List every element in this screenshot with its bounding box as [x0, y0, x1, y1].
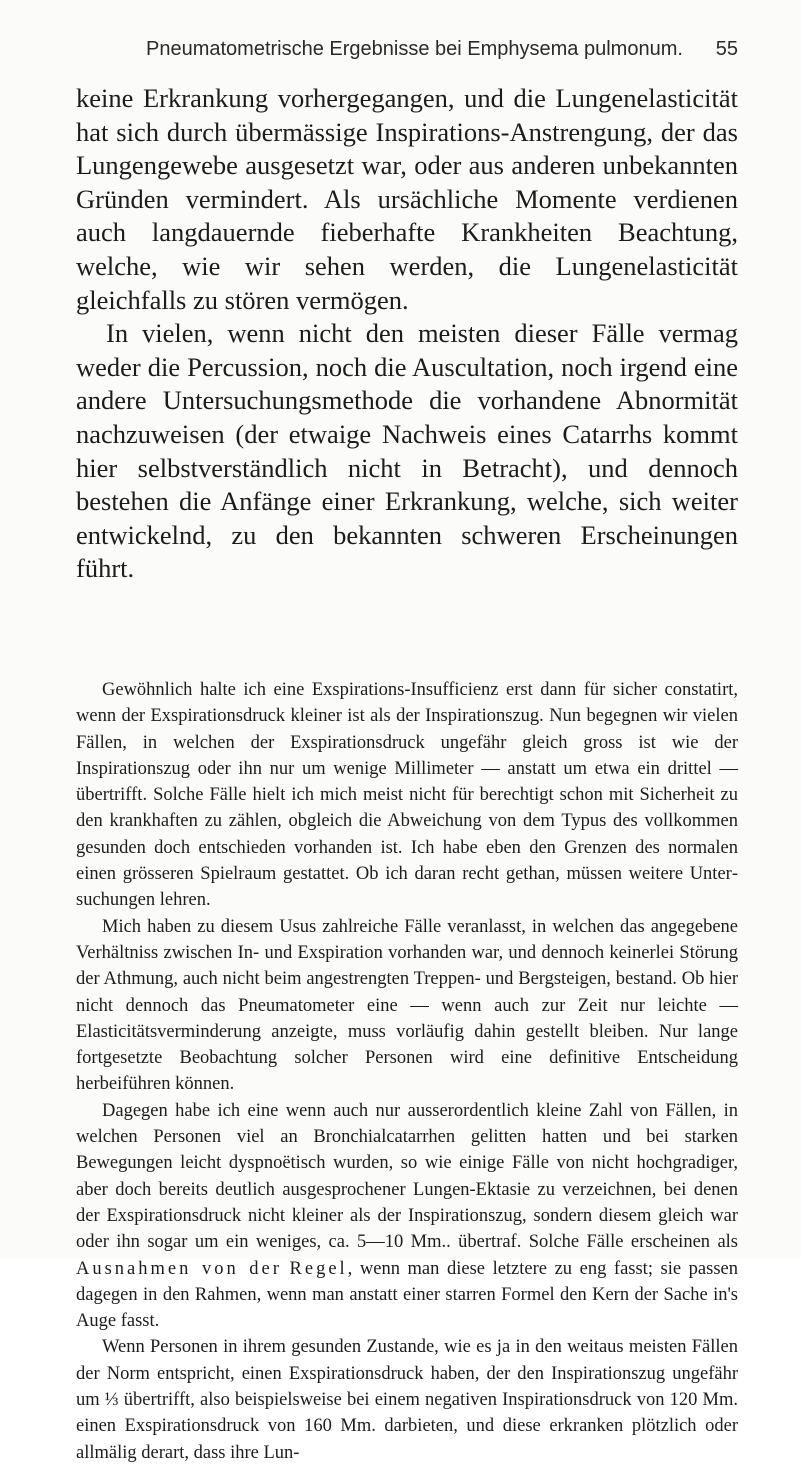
note-paragraph-1: Gewöhnlich halte ich eine Exspirations-Insufficienz erst dann für sicher constatirt, wenn der Exspirationsdruck kleiner ist als der Inspirationszug. Nun begegnen wir vielen Fällen, in welchen der Exspirationsdruck ungefähr gleich gross ist wie der Inspirationszug oder ihn nur um wenige Millimeter — anstatt um etwa ein drittel — übertrifft. Solche Fälle hielt ich mich meist nicht für berechtigt schon mit Sicherheit zu den krankhaften zu zählen, obgleich die Abweichung von dem Typus des vollkommen gesunden doch entschieden vorhanden ist. Ich habe eben den Grenzen des normalen einen grösseren Spielraum gestattet. Ob ich daran recht gethan, müssen weitere Untersuchungen lehren.: [76, 680, 738, 911]
running-header: [76, 38, 738, 61]
note-paragraph-3: [76, 1098, 738, 1335]
note-text: [76, 677, 738, 1466]
main-text: [76, 82, 738, 586]
spaced-emphasis-regel: Regel: [289, 1258, 348, 1279]
note-paragraph-2: Mich haben zu diesem Usus zahlreiche Fälle veranlasst, in welchen das angegebene Verhältniss zwischen In- und Exspiration vorhanden war, und dennoch keinerlei Störung der Athmung, auch nicht beim angestrengten Treppen- und Bergsteigen, bestand. Ob hier nicht dennoch das Pneumatometer eine — wenn auch zur Zeit nur leichte — Elasticitätsverminderung anzeigte, muss vorläufig dahin gestellt bleiben. Nur lange fortgesetzte Beobachtung solcher Personen wird eine definitive Entscheidung herbeiführen können.: [76, 916, 738, 1095]
page-number: 55: [715, 38, 738, 60]
running-title: Pneumatometrische Ergebnisse bei Emphysema pulmonum.: [146, 38, 683, 60]
paragraph-1: keine Erkrankung vorhergegangen, und die Lungenelasticität hat sich durch übermässige Inspirations-Anstrengung, der das Lungengewebe ausgesetzt war, oder aus anderen unbekannten Gründen vermindert. Als ursächliche Momente verdienen auch langdauernde fieberhafte Krankheiten Beachtung, welche, wie wir sehen werden, die Lungenelasticität gleichfalls zu stören vermögen.: [76, 83, 738, 315]
paragraph-2: In vielen, wenn nicht den meisten dieser Fälle vermag weder die Percussion, noch die Auscultation, noch irgend eine andere Untersuchungsmethode die vorhandene Abnormität nachzuweisen (der etwaige Nachweis eines Catarrhs kommt hier selbstverständlich nicht in Betracht), und dennoch bestehen die Anfänge einer Erkrankung, welche, sich weiter entwickelnd, zu den bekannten schweren Erscheinungen führt.: [76, 318, 738, 584]
note-paragraph-4: Wenn Personen in ihrem gesunden Zustande, wie es ja in den weitaus meisten Fällen der Norm entspricht, einen Exspirationsdruck haben, der den Inspirationszug ungefähr um ⅓ übertrifft, also beispielsweise bei einem negativen Inspirationsdruck von 120 Mm. einen Exspirationsdruck von 160 Mm. darbieten, und diese erkranken plötzlich oder allmälig derart, dass ihre Lun-: [76, 1337, 738, 1463]
spaced-emphasis: Ausnahmen von der: [76, 1258, 282, 1279]
note-paragraph-3-end: , wenn man diese letztere zu eng fasst; sie passen dagegen in den Rahmen, wenn man anstatt einer starren Formel den Kern der Sache in's Auge fasst.: [76, 1258, 739, 1332]
note-paragraph-3-start: Dagegen habe ich eine wenn auch nur ausserordentlich kleine Zahl von Fällen, in welchen Personen viel an Bronchialcatarrhen gelitten hatten und bei starken Bewegungen leicht dyspnoëtisch wurden, so wie einige Fälle von nicht hochgradiger, aber doch bereits deutlich ausgesprochener Lungen-Ektasie zu verzeichnen, bei denen der Exspirationsdruck nicht kleiner als der Inspirationszug, sondern diesem gleich war oder ihn sogar um ein weniges, ca. 5—10 Mm.. übertraf. Solche Fälle erscheinen als: [76, 1100, 738, 1253]
